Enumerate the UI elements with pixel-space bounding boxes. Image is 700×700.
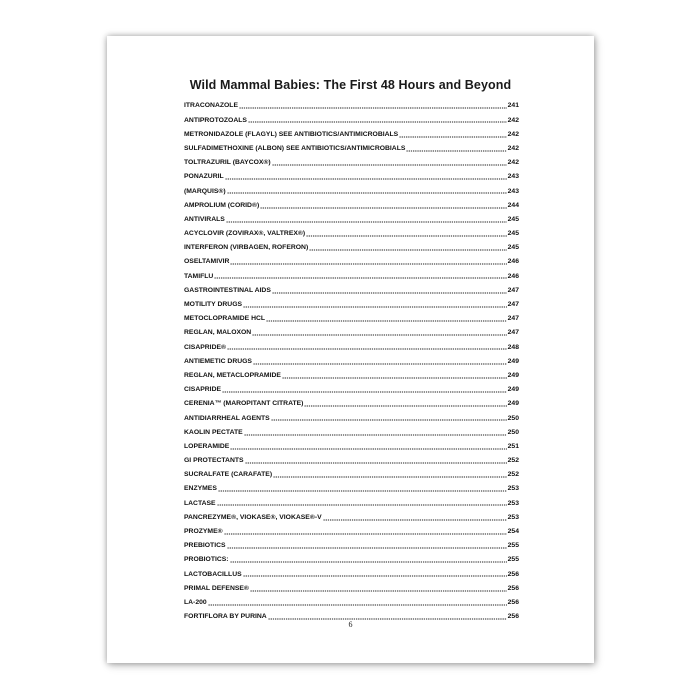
dot-leader bbox=[273, 476, 507, 478]
dot-leader bbox=[227, 547, 507, 549]
toc-entry-label: PRIMAL DEFENSE® bbox=[184, 584, 249, 592]
toc-entry-label: ENZYMES bbox=[184, 485, 217, 493]
dot-leader bbox=[272, 292, 507, 294]
toc-entry-label: LOPERAMIDE bbox=[184, 442, 230, 450]
toc-entry-page: 242 bbox=[507, 130, 519, 138]
toc-entry-page: 249 bbox=[507, 386, 519, 394]
dot-leader bbox=[230, 561, 507, 563]
dot-leader bbox=[406, 150, 506, 152]
toc-entry-page: 256 bbox=[507, 584, 519, 592]
toc-entry-page: 242 bbox=[507, 116, 519, 124]
toc-entry-page: 241 bbox=[507, 102, 519, 110]
dot-leader bbox=[399, 136, 506, 138]
dot-leader bbox=[239, 107, 507, 109]
page-title: Wild Mammal Babies: The First 48 Hours and Beyond bbox=[189, 78, 512, 92]
toc-entry-label: ANTIVIRALS bbox=[184, 215, 225, 223]
toc-entry bbox=[184, 97, 519, 111]
toc-entry-page: 249 bbox=[507, 371, 519, 379]
dot-leader bbox=[253, 363, 507, 365]
toc-entry bbox=[184, 523, 519, 537]
toc-entry-page: 256 bbox=[507, 570, 519, 578]
toc-entry-page: 252 bbox=[507, 471, 519, 479]
toc-entry-page: 247 bbox=[507, 315, 519, 323]
toc-entry-label: KAOLIN PECTATE bbox=[184, 428, 243, 436]
toc-entry-page: 246 bbox=[507, 272, 519, 280]
toc-entry-label: (MARQUIS®) bbox=[184, 187, 226, 195]
toc-entry-label: TOLTRAZURIL (BAYCOX®) bbox=[184, 159, 271, 167]
toc-entry bbox=[184, 508, 519, 522]
dot-leader bbox=[227, 348, 507, 350]
dot-leader bbox=[266, 320, 507, 322]
toc-entry-label: PROBIOTICS: bbox=[184, 556, 229, 564]
dot-leader bbox=[323, 519, 507, 521]
toc-entry-page: 255 bbox=[507, 556, 519, 564]
dot-leader bbox=[222, 391, 507, 393]
dot-leader bbox=[218, 490, 507, 492]
toc-entry-page: 253 bbox=[507, 513, 519, 521]
toc-entry bbox=[184, 168, 519, 182]
document-page bbox=[107, 36, 594, 663]
dot-leader bbox=[309, 249, 506, 251]
dot-leader bbox=[306, 235, 506, 237]
toc-entry-label: GI PROTECTANTS bbox=[184, 457, 244, 465]
toc-entry bbox=[184, 423, 519, 437]
dot-leader bbox=[243, 306, 507, 308]
toc-entry-label: CERENIA™ (MAROPITANT CITRATE) bbox=[184, 400, 304, 408]
toc-entry bbox=[184, 367, 519, 381]
toc-entry bbox=[184, 494, 519, 508]
toc-entry bbox=[184, 409, 519, 423]
toc-entry-label: PANCREZYME®, VIOKASE®, VIOKASE®-V bbox=[184, 513, 322, 521]
toc-entry-label: SUCRALFATE (CARAFATE) bbox=[184, 471, 273, 479]
toc-entry-label: ITRACONAZOLE bbox=[184, 102, 238, 110]
dot-leader bbox=[248, 121, 507, 123]
toc-entry bbox=[184, 537, 519, 551]
toc-entry bbox=[184, 452, 519, 466]
toc-entry bbox=[184, 579, 519, 593]
toc-entry-label: OSELTAMIVIR bbox=[184, 258, 230, 266]
toc-entry-page: 256 bbox=[507, 598, 519, 606]
toc-entry bbox=[184, 296, 519, 310]
dot-leader bbox=[282, 377, 507, 379]
toc-entry-label: REGLAN, MALOXON bbox=[184, 329, 252, 337]
toc-entry bbox=[184, 565, 519, 579]
toc-entry-label: LACTOBACILLUS bbox=[184, 570, 242, 578]
toc-entry bbox=[184, 196, 519, 210]
toc-entry-page: 255 bbox=[507, 542, 519, 550]
toc-entry-label: PONAZURIL bbox=[184, 173, 224, 181]
dot-leader bbox=[230, 263, 506, 265]
toc-entry-label: MOTILITY DRUGS bbox=[184, 301, 243, 309]
toc-entry-page: 247 bbox=[507, 329, 519, 337]
dot-leader bbox=[208, 604, 507, 606]
dot-leader bbox=[252, 334, 506, 336]
toc-entry bbox=[184, 182, 519, 196]
toc-entry bbox=[184, 352, 519, 366]
toc-entry-page: 254 bbox=[507, 528, 519, 536]
toc-entry-label: ANTIPROTOZOALS bbox=[184, 116, 247, 124]
toc-entry-label: LA-200 bbox=[184, 598, 207, 606]
toc-entry-label: METOCLOPRAMIDE HCL bbox=[184, 315, 266, 323]
toc-entry-page: 252 bbox=[507, 457, 519, 465]
dot-leader bbox=[230, 448, 506, 450]
toc-entry-page: 253 bbox=[507, 485, 519, 493]
toc-entry bbox=[184, 154, 519, 168]
toc-entry-page: 256 bbox=[507, 613, 519, 621]
dot-leader bbox=[304, 405, 506, 407]
toc-entry bbox=[184, 324, 519, 338]
toc-entry-page: 246 bbox=[507, 258, 519, 266]
toc-entry-label: FORTIFLORA BY PURINA bbox=[184, 613, 267, 621]
toc-entry-page: 247 bbox=[507, 301, 519, 309]
toc-entry-label: ANTIEMETIC DRUGS bbox=[184, 357, 252, 365]
toc-entry-page: 242 bbox=[507, 144, 519, 152]
toc-entry-label: ACYCLOVIR (ZOVIRAX®, VALTREX®) bbox=[184, 230, 306, 238]
toc-entry bbox=[184, 338, 519, 352]
toc-entry-page: 253 bbox=[507, 499, 519, 507]
toc-entry bbox=[184, 281, 519, 295]
dot-leader bbox=[224, 533, 507, 535]
toc-entry-label: GASTROINTESTINAL AIDS bbox=[184, 286, 271, 294]
dot-leader bbox=[225, 178, 507, 180]
toc-entry bbox=[184, 111, 519, 125]
toc-entry-page: 249 bbox=[507, 400, 519, 408]
toc-entry bbox=[184, 267, 519, 281]
toc-entry-label: INTERFERON (VIRBAGEN, ROFERON) bbox=[184, 244, 309, 252]
toc-entry bbox=[184, 239, 519, 253]
toc-entry-page: 245 bbox=[507, 215, 519, 223]
toc-entry bbox=[184, 480, 519, 494]
dot-leader bbox=[227, 192, 507, 194]
dot-leader bbox=[272, 164, 507, 166]
toc-entry bbox=[184, 310, 519, 324]
toc-entry-label: SULFADIMETHOXINE (ALBON) SEE ANTIBIOTICS/ANTIMICROBIALS bbox=[184, 144, 406, 152]
toc-entry bbox=[184, 125, 519, 139]
toc-entry-page: 251 bbox=[507, 442, 519, 450]
dot-leader bbox=[244, 434, 507, 436]
toc-entry-label: PROZYME® bbox=[184, 528, 223, 536]
table-of-contents bbox=[184, 97, 519, 622]
toc-entry bbox=[184, 211, 519, 225]
toc-entry-label: ANTIDIARRHEAL AGENTS bbox=[184, 414, 270, 422]
toc-entry bbox=[184, 551, 519, 565]
toc-entry-page: 250 bbox=[507, 428, 519, 436]
toc-entry-page: 245 bbox=[507, 230, 519, 238]
dot-leader bbox=[260, 207, 506, 209]
toc-entry-page: 247 bbox=[507, 286, 519, 294]
toc-entry-label: CISAPRIDE bbox=[184, 386, 222, 394]
toc-entry-page: 244 bbox=[507, 201, 519, 209]
toc-entry bbox=[184, 225, 519, 239]
toc-entry bbox=[184, 395, 519, 409]
toc-entry-page: 245 bbox=[507, 244, 519, 252]
toc-entry bbox=[184, 253, 519, 267]
dot-leader bbox=[271, 419, 507, 421]
dot-leader bbox=[245, 462, 507, 464]
toc-entry-label: TAMIFLU bbox=[184, 272, 214, 280]
toc-entry-page: 249 bbox=[507, 357, 519, 365]
dot-leader bbox=[217, 504, 507, 506]
dot-leader bbox=[214, 277, 506, 279]
toc-entry-page: 243 bbox=[507, 173, 519, 181]
toc-entry bbox=[184, 466, 519, 480]
toc-entry-page: 250 bbox=[507, 414, 519, 422]
toc-entry-page: 242 bbox=[507, 159, 519, 167]
toc-entry bbox=[184, 140, 519, 154]
dot-leader bbox=[226, 221, 507, 223]
toc-entry-label: CISAPRIDE® bbox=[184, 343, 227, 351]
toc-entry-label: LACTASE bbox=[184, 499, 216, 507]
dot-leader bbox=[243, 575, 507, 577]
toc-entry bbox=[184, 594, 519, 608]
toc-entry-label: PREBIOTICS bbox=[184, 542, 226, 550]
toc-entry-label: METRONIDAZOLE (FLAGYL) SEE ANTIBIOTICS/ANTIMICROBIALS bbox=[184, 130, 399, 138]
page-number: 6 bbox=[348, 620, 353, 629]
toc-entry-label: REGLAN, METACLOPRAMIDE bbox=[184, 371, 281, 379]
toc-entry-page: 248 bbox=[507, 343, 519, 351]
toc-entry bbox=[184, 381, 519, 395]
toc-entry-page: 243 bbox=[507, 187, 519, 195]
dot-leader bbox=[250, 590, 507, 592]
toc-entry bbox=[184, 438, 519, 452]
toc-entry-label: AMPROLIUM (CORID®) bbox=[184, 201, 260, 209]
